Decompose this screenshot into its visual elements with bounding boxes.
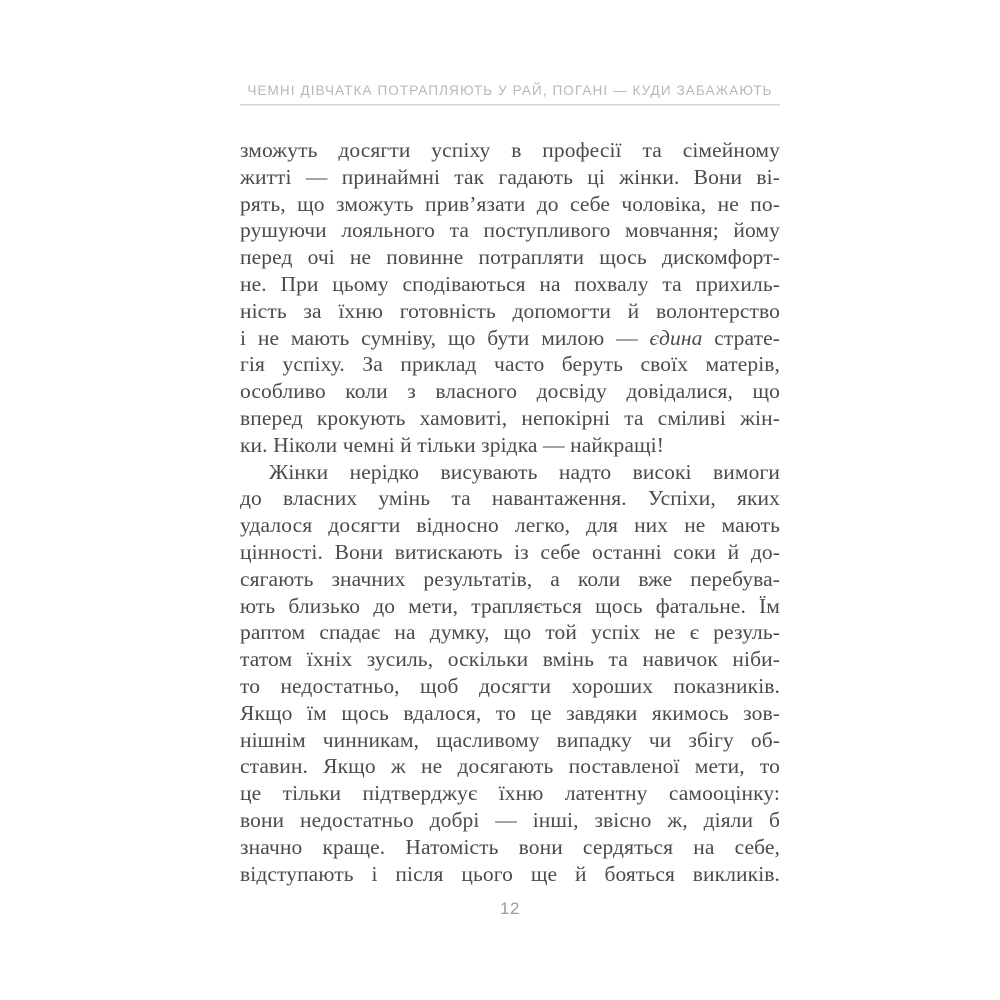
text-line: вони недостатньо добрі — інші, звісно ж, діяли б <box>240 807 780 832</box>
header-rule <box>240 104 780 105</box>
italic-word: єдина <box>649 325 703 350</box>
text-line: не. При цьому сподіваються на похвалу та прихиль- <box>240 271 780 296</box>
text-line: гія успіху. За приклад часто беруть своїх матерів, <box>240 352 780 377</box>
text-line: ставин. Якщо ж не досягають поставленої мети, то <box>240 754 780 779</box>
text-line: вперед крокують хамовиті, непокірні та сміливі жін- <box>240 405 780 430</box>
text-line: рять, що зможуть прив’язати до себе чоловіка, не по- <box>240 191 780 216</box>
text-line: особливо коли з власного досвіду довідалися, що <box>240 379 780 404</box>
text-line: перед очі не повинне потрапляти щось дискомфорт- <box>240 245 780 270</box>
running-header: ЧЕМНІ ДІВЧАТКА ПОТРАПЛЯЮТЬ У РАЙ, ПОГАНІ — КУДИ ЗАБАЖАЮТЬ <box>247 83 773 98</box>
body-text <box>240 137 780 887</box>
text-line: Жінки нерідко висувають надто високі вимоги <box>269 459 780 484</box>
text-line: удалося досягти відносно легко, для них не мають <box>240 513 780 538</box>
text-line: ють близько до мети, трапляється щось фатальне. Їм <box>240 593 780 618</box>
text-line: раптом спадає на думку, що той успіх не є резуль- <box>240 620 780 645</box>
text-line: відступають і після цього ще й бояться викликів. <box>240 861 780 886</box>
text-line: то недостатньо, щоб досягти хороших показників. <box>240 673 780 698</box>
text-line: значно краще. Натомість вони сердяться на себе, <box>240 834 780 859</box>
text-line: до власних умінь та навантаження. Успіхи, яких <box>240 486 780 511</box>
text-line: зможуть досягти успіху в професії та сімейному <box>240 138 780 162</box>
text-line: житті — принаймні так гадають ці жінки. Вони ві- <box>240 164 780 189</box>
text-line: нішнім чинникам, щасливому випадку чи збігу об- <box>240 727 780 752</box>
text-line: рушуючи лояльного та поступливого мовчання; йому <box>240 218 780 243</box>
text-line: це тільки підтверджує їхню латентну самооцінку: <box>240 781 780 806</box>
text-line-with-italic <box>240 325 780 352</box>
line-text-post: страте- <box>714 325 780 350</box>
text-line: цінності. Вони витискають із себе останні соки й до- <box>240 539 780 564</box>
text-line: ність за їхню готовність допомогти й волонтерство <box>240 298 780 323</box>
line-text-pre: і не мають сумніву, що бути милою — <box>240 325 638 350</box>
text-line: сягають значних результатів, а коли вже перебува- <box>240 566 780 591</box>
text-line: ки. Ніколи чемні й тільки зрідка — найкращі! <box>240 432 665 457</box>
page-number: 12 <box>500 899 520 918</box>
text-line: татом їхніх зусиль, оскільки вмінь та навичок ніби- <box>240 647 780 672</box>
text-line: Якщо їм щось вдалося, то це завдяки якимось зов- <box>240 700 780 725</box>
